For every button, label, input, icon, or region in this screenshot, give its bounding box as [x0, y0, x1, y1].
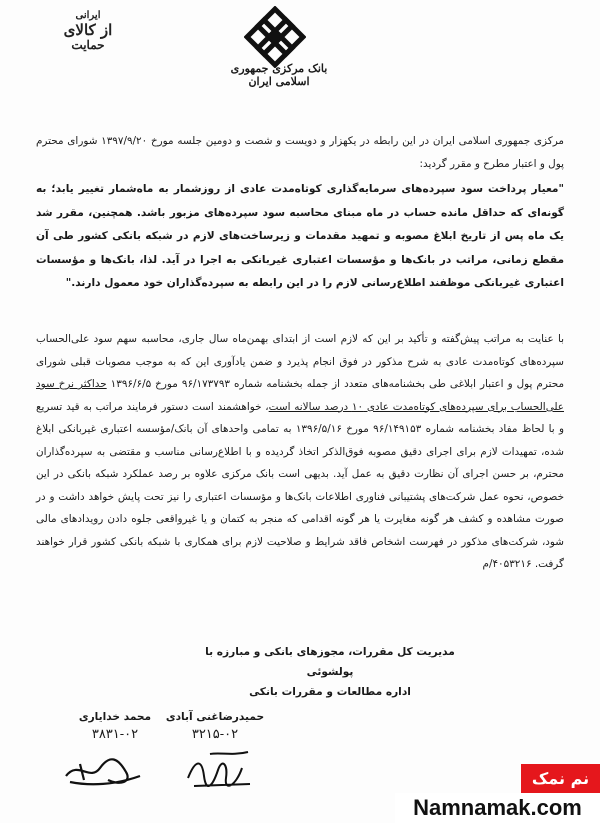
main-text-part2: ، خواهشمند است دستور فرمایند مراتب به قید تسریع و با لحاظ مفاد بخشنامه شماره ۹۶/۱۴۹۱۵۳ مورخ ۱۳۹۶/۵/۱۶ به تمامی واحدهای آن بانک/مؤسسه اعتباری غیربانکی ابلاغ شده، تمهیدات لازم برای اجرای دقیق مصوبه فوق‌الذکر اتخاذ گردیده و با اطلاع‌رسانی مناسب و مقتضی به سپرده‌گذاران محترم، بر حسن اجرای آن نظارت دقیق به عمل آید. بدیهی است بانک مرکزی علاوه بر رصد عملکرد شبکه بانکی در این خصوص، نحوه عمل شرکت‌های پشتیبانی فناوری اطلاعات بانک‌ها و مؤسسات اعتباری را نیز تحت پایش خواهد داشت و در صورت مشاهده و کشف هر گونه مغایرت یا هر گونه اقدامی که منجر به کتمان و یا غیرواقعی جلوه دادن رویدادهای مالی شود، شرکت‌های مذکور در فهرست اشخاص فاقد شرایط و صلاحیت لازم برای همکاری با شبکه بانکی کشور قرار خواهند گرفت. ۴۰۵۳۲۱۶/م	[36, 400, 564, 570]
slogan-line3: حمایت	[71, 38, 105, 52]
watermark-site: Namnamak.com	[395, 793, 600, 823]
watermark-badge: نم نمک	[521, 764, 600, 794]
signer2-code: ۳۸۳۱-۰۲	[91, 727, 139, 742]
underlined-rate-sentence: حداکثر نرخ سود علی‌الحساب برای سپرده‌های کوتاه‌مدت عادی ۱۰ درصد سالانه است	[36, 378, 564, 413]
signer1-code: ۳۲۱۵-۰۲	[191, 727, 239, 742]
letter-paragraph-intro: مرکزی جمهوری اسلامی ایران در این رابطه در یکهزار و دویست و شصت و دومین جلسه مورخ ۱۳۹۷/۹/۲۰ شورای محترم پول و اعتبار مطرح و مقرر گردید:	[36, 135, 564, 170]
main-text-part1: با عنایت به مراتب پیش‌گفته و تأکید بر این که لازم است از ابتدای بهمن‌ماه سال جاری، محاسبه سهم سود علی‌الحساب سپرده‌های کوتاه‌مدت عادی به شرح مذکور در فوق انجام پذیرد و ضمن یادآوری این که به موجب مصوبات قبلی شورای محترم پول و اعتبار ابلاغی طی بخشنامه‌های متعدد از جمله بخشنامه شماره ۹۶/۱۷۳۷۹۳ مورخ ۱۳۹۶/۶/۵	[36, 333, 565, 390]
slogan-line2: از کالای	[63, 21, 113, 39]
signer-khodayari	[55, 708, 175, 744]
signature-1-icon	[180, 748, 260, 793]
bank-name: بانک مرکزی جمهوری اسلامی ایران	[230, 62, 328, 88]
department-block	[180, 642, 480, 702]
letter-quoted-resolution: "معیار پرداخت سود سپرده‌های سرمایه‌گذاری کوتاه‌مدت عادی از روزشمار به ماه‌شمار تغییر یابد؛ به گونه‌ای که حداقل مانده حساب در ماه مبنای محاسبه سود سپرده‌های مزبور باشد. همچنین، مقرر شد یک ماه پس از تاریخ ابلاغ مصوبه و تمهید مقدمات و زیرساخت‌های لازم در شبکه بانکی کشور طی آن مقطع زمانی، مراتب در بانک‌ها و مؤسسات اعتباری غیربانکی به اجرا در آید. لذا، بانک‌ها و مؤسسات اعتباری غیربانکی موظفند اطلاع‌رسانی لازم را در این رابطه به سپرده‌گذاران خود معمول دارند."	[36, 183, 564, 289]
department-line2: اداره مطالعات و مقررات بانکی	[249, 686, 411, 698]
signer2-name: محمد خدایاری	[78, 711, 152, 723]
slogan-stamp	[58, 8, 118, 53]
central-bank-logo-icon	[244, 6, 306, 68]
signature-2-icon	[60, 752, 145, 790]
letter-paragraph-main	[36, 328, 564, 576]
signer1-name: حمیدرضاغنی آبادی	[165, 711, 265, 723]
slogan-line1: ایرانی	[75, 10, 101, 21]
department-line1: مدیریت کل مقررات، مجوزهای بانکی و مبارزه با پولشوئی	[205, 646, 455, 678]
